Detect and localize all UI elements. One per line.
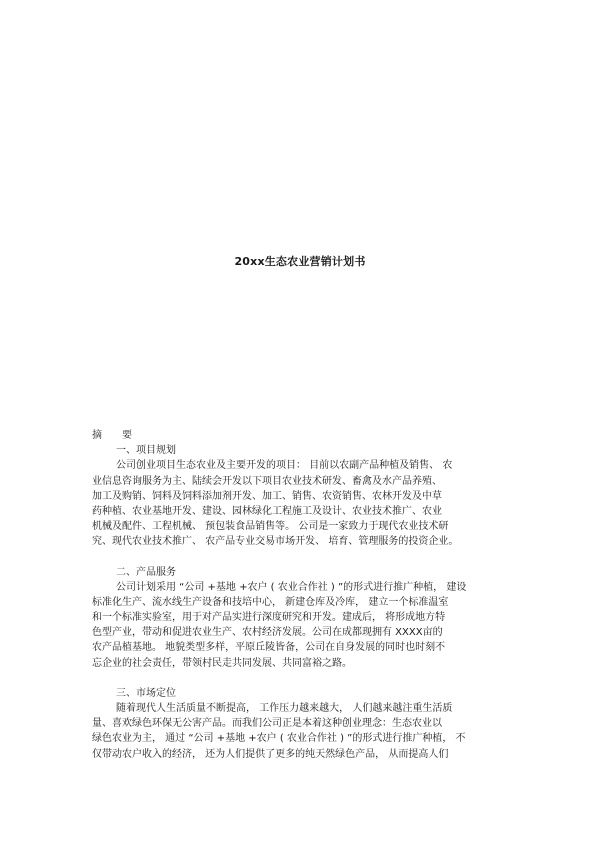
paragraph-line: 绿色农业为主， 通过 “公司 +基地 +农户 ( 农业合作社 ) ”的形式进行推广种植， 不 <box>92 733 466 745</box>
paragraph-line: 业信息咨询服务为主、陆续会开发以下项目农业技术研发、畜禽及水产品养殖、 <box>92 475 442 487</box>
paragraph-line: 和一个标准实验室，用于对产品实进行深度研究和开发。建成后， 将形成地方特 <box>92 612 446 624</box>
paragraph-line: 公司计划采用 “公司 +基地 +农户 ( 农业合作社 ) ”的形式进行推广种植， 建设 <box>116 581 467 593</box>
paragraph-line: 随着现代人生活质量不断提高， 工作压力越来越大， 人们越来越注重生活质 <box>116 703 453 714</box>
paragraph-line: 公司创业项目生态农业及主要开发的项目： 目前以农副产品种植及销售、 农 <box>116 460 453 472</box>
abstract-heading <box>92 428 522 443</box>
paragraph-line: 量、喜欢绿色环保无公害产品。而我们公司正是本着这种创业理念：生态农业以 <box>92 718 442 730</box>
abstract-heading-char-1: 摘 <box>92 430 102 441</box>
paragraph-line: 色型产业，带动和促进农业生产、农村经济发展。公司在成都现拥有 XXXX亩的 <box>92 627 443 639</box>
paragraph-gap <box>92 550 522 565</box>
paragraph-gap <box>92 671 522 686</box>
paragraph-line: 加工及购销、饲料及饲料添加剂开发、加工、销售、农资销售、农林开发及中草 <box>92 490 442 502</box>
paragraph-line: 农产品植基地。 地貌类型多样，平原丘陵皆备，公司在自身发展的同时也时刻不 <box>92 642 446 654</box>
paragraph-line: 忘企业的社会责任，带领村民走共同发展、共同富裕之路。 <box>92 657 352 669</box>
section-heading-product-service: 二、产品服务 <box>116 566 176 578</box>
paragraph-line: 药种植、农业基地开发、建设、园林绿化工程施工及设计、农业技术推广、农业 <box>92 505 442 517</box>
section-heading-market-position: 三、市场定位 <box>116 687 176 699</box>
paragraph-line: 仅带动农户收入的经济， 还为人们提供了更多的纯天然绿色产品， 从而提高人们 <box>92 748 449 760</box>
abstract-heading-char-2: 要 <box>122 430 132 441</box>
document-body <box>92 428 522 762</box>
paragraph-line: 标准化生产、流水线生产设备和技培中心， 新建仓库及冷库， 建立一个标准温室 <box>92 596 449 608</box>
section-heading-project-plan: 一、项目规划 <box>116 445 176 457</box>
document-title: 20xx生态农业营销计划书 <box>234 255 366 268</box>
paragraph-line: 机械及配件、工程机械、 预包装食品销售等。 公司是一家致力于现代农业技术研 <box>92 521 449 533</box>
paragraph-line: 究、现代农业技术推广、 农产品专业交易市场开发、 培育、管理服务的投资企业。 <box>92 536 459 548</box>
